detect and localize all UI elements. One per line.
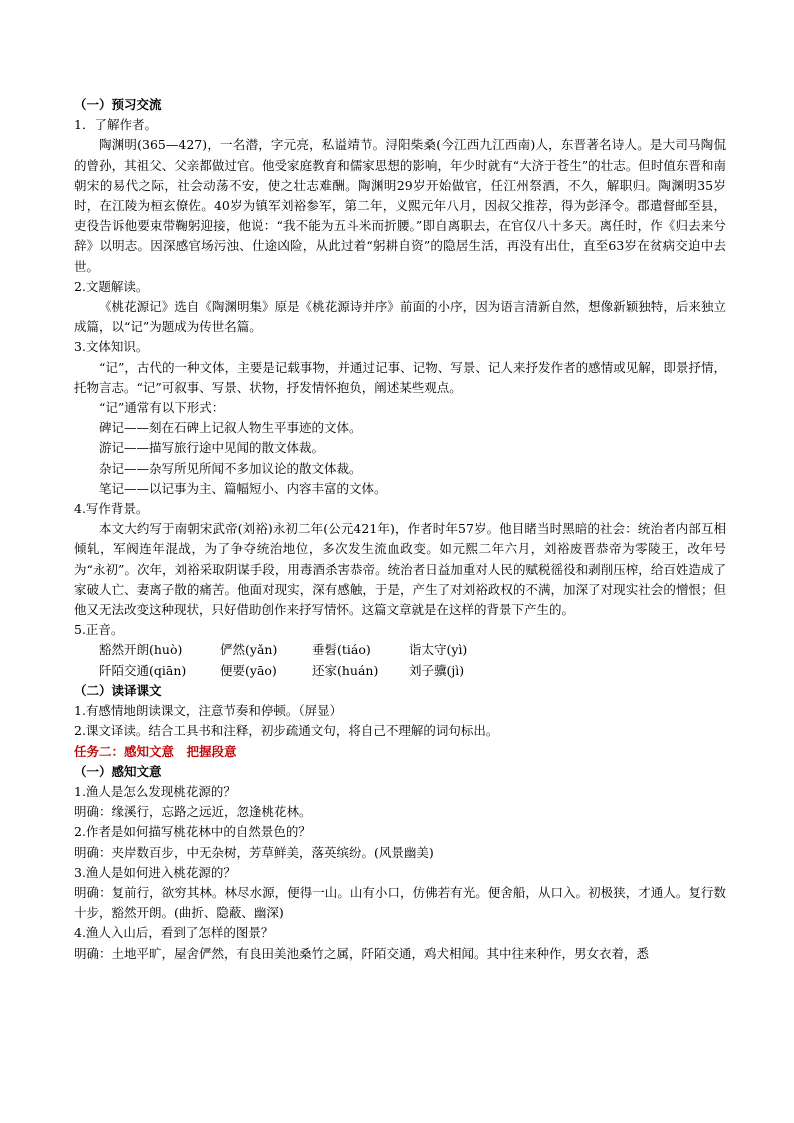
answer-item: 明确：缘溪行，忘路之远近，忽逢桃花林。 bbox=[74, 804, 312, 820]
reading-item: 2.课文译读。结合工具书和注释，初步疏通文句，将自己不理解的词句标出。 bbox=[74, 723, 499, 739]
genre-paragraph: “记”，古代的一种文体，主要是记载事物，并通过记事、记物、写景、记人来抒发作者的感情或见解，即景抒情，托物言志。“记”可叙事、写景、状物，抒发情怀抱负，阐述某些观点。 bbox=[74, 359, 726, 395]
question-item: 1.渔人是怎么发现桃花源的？ bbox=[74, 783, 236, 799]
pronunciation-item: 还家(huán) bbox=[312, 662, 379, 678]
pronunciation-item: 诣太守(yì) bbox=[409, 642, 468, 658]
pronunciation-item: 阡陌交通(qiān) bbox=[99, 662, 187, 678]
section-comprehension-title: （一）感知文意 bbox=[74, 763, 162, 779]
genre-form-item: 碑记——刻在石碑上记叙人物生平事迹的文体。 bbox=[99, 420, 362, 436]
genre-forms-intro: “记”通常有以下形式： bbox=[99, 400, 225, 416]
pronunciation-item: 豁然开朗(huò) bbox=[99, 642, 183, 658]
author-heading: 1．了解作者。 bbox=[74, 117, 157, 133]
reading-item: 1.有感情地朗读课文，注意节奏和停顿。（屏显） bbox=[74, 703, 343, 719]
title-interpretation-paragraph: 《桃花源记》选自《陶渊明集》原是《桃花源诗并序》前面的小序，因为语言清新自然，想像新颖独特，后来独立成篇，以“记”为题成为传世名篇。 bbox=[74, 299, 726, 335]
genre-heading: 3.文体知识。 bbox=[74, 339, 149, 355]
answer-item: 明确：复前行，欲穷其林。林尽水源，便得一山。山有小口，仿佛若有光。便舍船，从口入。初极狭，才通人。复行数十步，豁然开朗。(曲折、隐蔽、幽深) bbox=[74, 884, 726, 921]
question-item: 3.渔人是如何进入桃花源的？ bbox=[74, 864, 236, 880]
question-item: 4.渔人入山后，看到了怎样的图景？ bbox=[74, 925, 274, 941]
background-heading: 4.写作背景。 bbox=[74, 501, 149, 517]
genre-form-item: 笔记——以记事为主、篇幅短小、内容丰富的文体。 bbox=[99, 480, 387, 496]
document-body bbox=[74, 95, 726, 964]
question-item: 2.作者是如何描写桃花林中的自然景色的？ bbox=[74, 824, 311, 840]
task-two-title: 任务二：感知文意 把握段意 bbox=[74, 743, 237, 759]
genre-form-item: 杂记——杂写所见所闻不多加议论的散文体裁。 bbox=[99, 460, 362, 476]
pronunciation-item: 刘子骥(jì) bbox=[409, 662, 465, 678]
background-paragraph: 本文大约写于南朝宋武帝(刘裕)永初二年(公元421年)，作者时年57岁。他目睹当时黑暗的社会：统治者内部互相倾轧，军阀连年混战，为了争夺统治地位，多次发生流血政变。如元熙二年六月，刘裕废晋恭帝为零陵王，改年号为“永初”。次年，刘裕采取阴谋手段，用毒酒杀害恭帝。统治者日益加重对人民的赋税徭役和剥削压榨，给百姓造成了家破人亡、妻离子散的痛苦。他面对现实，深有感触，于是，产生了对刘裕政权的不满，加深了对现实社会的憎恨；但他又无法改变这种现状，只好借助创作来抒写情怀。这篇文章就是在这样的背景下产生的。 bbox=[74, 521, 726, 618]
section-reading-title: （二）读译课文 bbox=[74, 682, 162, 698]
author-paragraph: 陶渊明(365—427)，一名潜，字元亮，私谥靖节。浔阳柴桑(今江西九江西南)人，东晋著名诗人。是大司马陶侃的曾孙，其祖父、父亲都做过官。他受家庭教育和儒家思想的影响，年少时就有“大济于苍生”的壮志。但时值东晋和南朝宋的易代之际，社会动荡不安，使之壮志难酬。陶渊明29岁开始做官，任江州祭酒，不久，解职归。陶渊明35岁时，在江陵为桓玄僚佐。40岁为镇军刘裕参军，第二年，义熙元年八月，因叔父推荐，得为彭泽令。郡遣督邮至县，吏役告诉他要束带鞠躬迎接，他说：“我不能为五斗米而折腰。”即自离职去，在官仅八十多天。离任时，作《归去来兮辞》以明志。因深感官场污浊、仕途凶险，从此过着“躬耕自资”的隐居生活，再没有出仕，直至63岁在贫病交迫中去世。 bbox=[74, 137, 726, 274]
genre-form-item: 游记——描写旅行途中见闻的散文体裁。 bbox=[99, 440, 325, 456]
pronunciation-heading: 5.正音。 bbox=[74, 622, 124, 638]
answer-item: 明确：土地平旷，屋舍俨然，有良田美池桑竹之属，阡陌交通，鸡犬相闻。其中往来种作，男女衣着，悉 bbox=[74, 945, 650, 961]
title-interpretation-heading: 2.文题解读。 bbox=[74, 278, 149, 294]
answer-item: 明确：夹岸数百步，中无杂树，芳草鲜美，落英缤纷。(风景幽美) bbox=[74, 844, 434, 860]
pronunciation-item: 俨然(yǎn) bbox=[220, 642, 278, 658]
pronunciation-item: 垂髫(tiáo) bbox=[312, 642, 371, 658]
pronunciation-row bbox=[74, 640, 726, 660]
section-preview-title: （一）预习交流 bbox=[74, 97, 162, 112]
pronunciation-row bbox=[74, 661, 726, 681]
pronunciation-item: 便要(yāo) bbox=[220, 662, 277, 678]
